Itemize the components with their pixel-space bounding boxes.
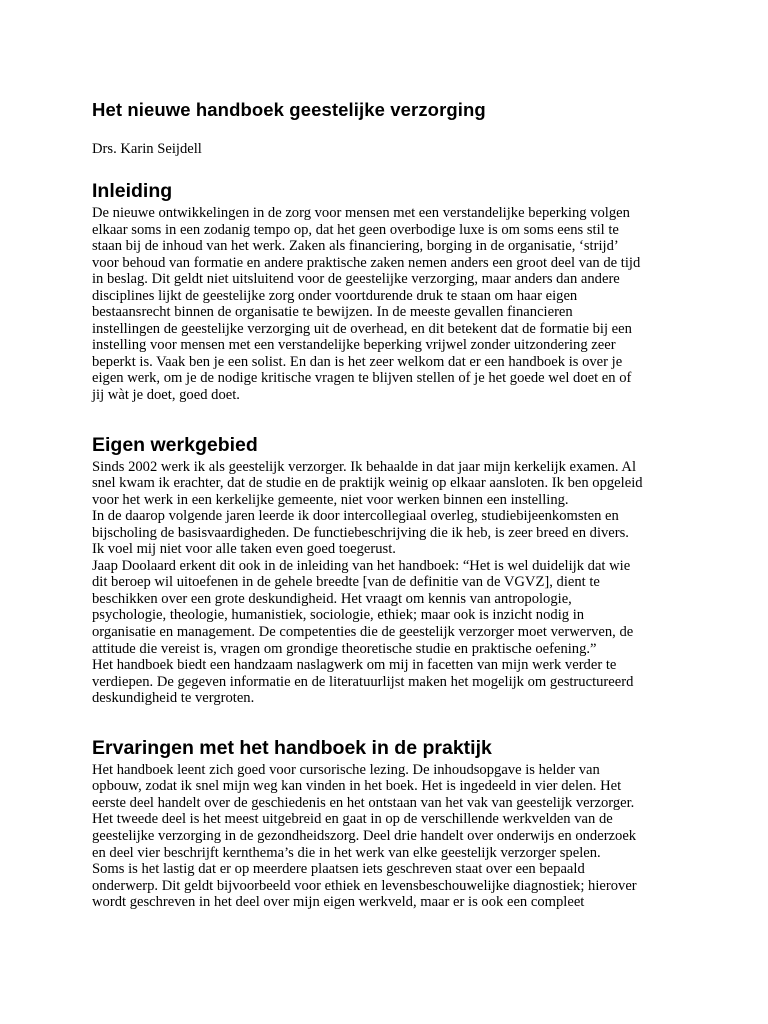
- text-line: voor het werk in een kerkelijke gemeente, niet voor werken binnen een instelling.: [92, 491, 569, 508]
- section-body-eigen-werkgebied: [92, 459, 682, 707]
- text-line: geestelijke verzorging in de gezondheidszorg. Deel drie handelt over onderwijs en onderzoek: [92, 827, 637, 844]
- text-line: Soms is het lastig dat er op meerdere plaatsen iets geschreven staat over een bepaald: [92, 861, 585, 878]
- text-line: disciplines lijkt de geestelijke zorg onder voortdurende druk te staan om haar eigen: [92, 287, 578, 304]
- text-line: eigen werk, om je de nodige kritische vragen te blijven stellen of je het goede wel doet en of: [92, 370, 632, 387]
- text-line: opbouw, zodat ik snel mijn weg kan vinden in het boek. Het is ingedeeld in vier delen. Het: [92, 778, 622, 795]
- text-line: attitude die vereist is, vragen om grondige theoretische studie en praktische oefening.”: [92, 640, 597, 657]
- text-line: jij wàt je doet, goed doet.: [92, 387, 240, 404]
- document-page: [92, 98, 682, 911]
- text-line: instellingen de geestelijke verzorging uit de overhead, en dit betekent dat de formatie bij een: [92, 320, 632, 337]
- section-eigen-werkgebied: [92, 433, 682, 707]
- text-line: elkaar soms in een zodanig tempo op, dat het geen overbodige luxe is om soms eens stil te: [92, 221, 619, 238]
- text-line: In de daarop volgende jaren leerde ik door intercollegiaal overleg, studiebijeenkomsten en: [92, 508, 619, 525]
- section-heading-ervaringen: Ervaringen met het handboek in de praktijk: [92, 736, 492, 759]
- text-line: De nieuwe ontwikkelingen in de zorg voor mensen met een verstandelijke beperking volgen: [92, 205, 630, 221]
- section-inleiding: [92, 179, 682, 404]
- text-line: Het tweede deel is het meest uitgebreid en gaat in op de verschillende werkvelden van de: [92, 811, 613, 828]
- text-line: onderwerp. Dit geldt bijvoorbeeld voor ethiek en levensbeschouwelijke diagnostiek; hierover: [92, 877, 637, 894]
- section-body-inleiding: [92, 205, 682, 404]
- text-line: snel kwam ik erachter, dat de studie en de praktijk weinig op elkaar aansloten. Ik ben opgeleid: [92, 475, 643, 492]
- text-line: Sinds 2002 werk ik als geestelijk verzorger. Ik behaalde in dat jaar mijn kerkelijk examen. Al: [92, 458, 637, 475]
- text-line: beschikken over een grote deskundigheid. Het vraagt om kennis van antropologie,: [92, 590, 572, 607]
- text-line: en deel vier beschrijft kernthema’s die in het werk van elke geestelijk verzorger spelen.: [92, 844, 601, 861]
- text-line: organisatie en management. De competenties die de geestelijk verzorger moet verwerven, de: [92, 624, 634, 641]
- text-line: eerste deel handelt over de geschiedenis en het ontstaan van het vak van geestelijk verzorger.: [92, 794, 635, 811]
- text-line: Het handboek biedt een handzaam naslagwerk om mij in facetten van mijn werk verder te: [92, 657, 617, 674]
- text-line: psychologie, theologie, humanistiek, sociologie, ethiek; maar ook is inzicht nodig in: [92, 607, 585, 624]
- section-body-ervaringen: [92, 762, 682, 911]
- document-title: Het nieuwe handboek geestelijke verzorging: [92, 99, 486, 120]
- text-line: dit beroep wil uitoefenen in de gehele breedte [van de definitie van de VGVZ], dient te: [92, 574, 600, 591]
- text-line: Ik voel mij niet voor alle taken even goed toegerust.: [92, 541, 396, 558]
- text-line: Het handboek leent zich goed voor cursorische lezing. De inhoudsopgave is helder van: [92, 761, 600, 778]
- text-line: deskundigheid te vergroten.: [92, 690, 255, 707]
- section-ervaringen: [92, 736, 682, 911]
- text-line: voor behoud van formatie en andere praktische zaken nemen anders een groot deel van de tijd: [92, 254, 641, 271]
- text-line: wordt geschreven in het deel over mijn eigen werkveld, maar er is ook een compleet: [92, 894, 585, 911]
- text-line: staan bij de inhoud van het werk. Zaken als financiering, borging in de organisatie, ‘strijd’: [92, 238, 619, 255]
- text-line: bestaansrecht binnen de organisatie te bewijzen. In de meeste gevallen financieren: [92, 304, 573, 321]
- author-name: Drs. Karin Seijdell: [92, 141, 202, 157]
- text-line: verdiepen. De gegeven informatie en de literatuurlijst maken het mogelijk om gestructureerd: [92, 673, 634, 690]
- text-line: instelling voor mensen met een verstandelijke beperking vrijwel zonder uitzondering zeer: [92, 337, 616, 354]
- text-line: beperkt is. Vaak ben je een solist. En dan is het zeer welkom dat er een handboek is over je: [92, 353, 623, 370]
- section-heading-inleiding: Inleiding: [92, 180, 173, 202]
- section-heading-eigen-werkgebied: Eigen werkgebied: [92, 433, 258, 456]
- text-line: Jaap Doolaard erkent dit ook in de inleiding van het handboek: “Het is wel duidelijk dat wie: [92, 557, 631, 574]
- text-line: bijscholing de basisvaardigheden. De functiebeschrijving die ik heb, is zeer breed en divers.: [92, 524, 629, 541]
- text-line: in beslag. Dit geldt niet uitsluitend voor de geestelijke verzorging, maar anders dan andere: [92, 271, 620, 288]
